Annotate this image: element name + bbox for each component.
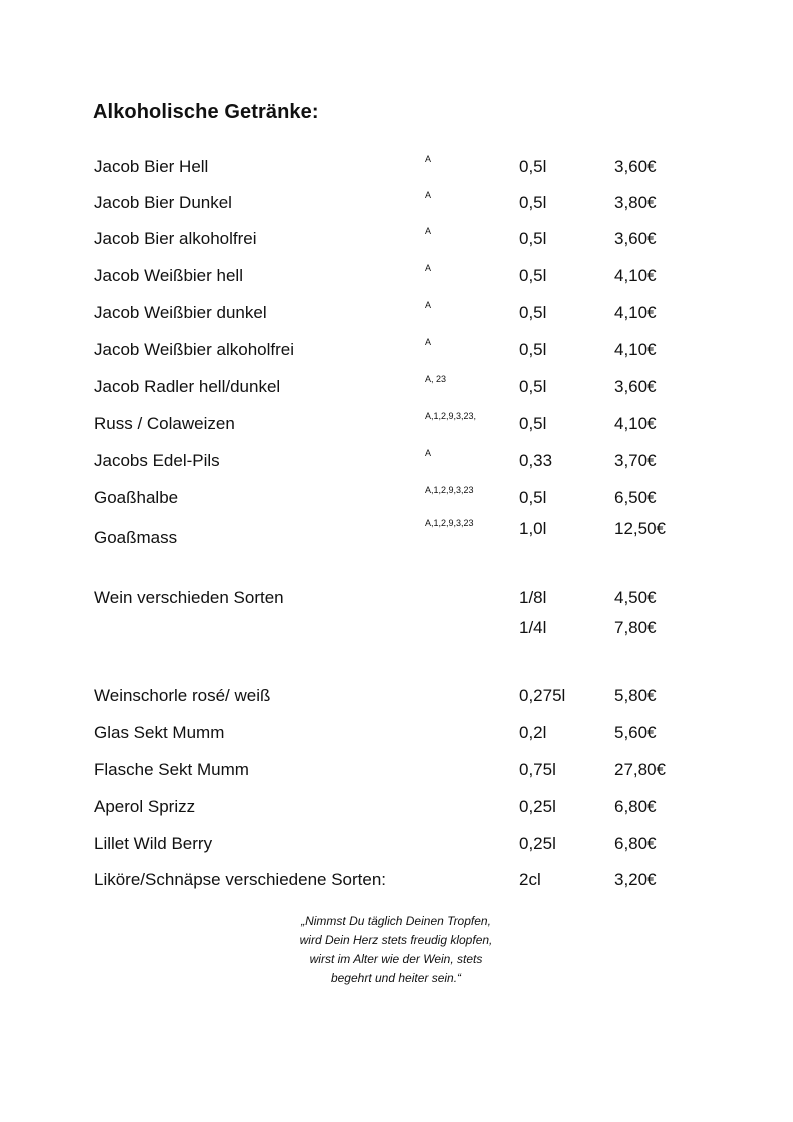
item-name: Jacob Weißbier alkoholfrei	[94, 340, 294, 359]
item-name: Russ / Colaweizen	[94, 414, 235, 433]
menu-row	[0, 448, 793, 477]
menu-row	[0, 154, 793, 183]
item-price: 4,50€	[614, 588, 657, 607]
menu-row	[0, 870, 793, 896]
menu-row	[0, 485, 793, 514]
item-name: Jacob Weißbier hell	[94, 266, 243, 285]
item-quantity: 0,5l	[519, 377, 547, 396]
item-allergens: A	[425, 226, 432, 236]
item-allergens: A	[425, 190, 432, 200]
item-quantity: 0,25l	[519, 797, 556, 816]
item-allergens: A,1,2,9,3,23	[425, 485, 474, 495]
menu-row	[0, 226, 793, 255]
item-name: Jacob Bier alkoholfrei	[94, 229, 257, 248]
menu-row	[0, 588, 793, 614]
item-price: 4,10€	[614, 340, 657, 359]
item-name: Flasche Sekt Mumm	[94, 760, 249, 779]
item-price: 27,80€	[614, 760, 666, 779]
menu-row	[0, 686, 793, 712]
item-allergens: A	[425, 448, 432, 458]
menu-row	[0, 300, 793, 329]
item-quantity: 0,5l	[519, 266, 547, 285]
item-quantity: 0,5l	[519, 340, 547, 359]
item-quantity: 0,5l	[519, 488, 547, 507]
item-quantity: 0,5l	[519, 193, 547, 212]
item-name: Jacob Radler hell/dunkel	[94, 377, 281, 396]
item-price: 6,80€	[614, 834, 657, 853]
item-quantity: 0,75l	[519, 760, 556, 779]
menu-row	[0, 411, 793, 440]
item-price: 6,80€	[614, 797, 657, 816]
item-price: 3,60€	[614, 229, 657, 248]
item-quantity: 0,275l	[519, 686, 566, 705]
closing-quote	[246, 912, 546, 988]
item-name: Weinschorle rosé/ weiß	[94, 686, 271, 705]
item-name: Jacobs Edel-Pils	[94, 451, 220, 470]
item-price: 3,60€	[614, 377, 657, 396]
item-quantity: 2cl	[519, 870, 541, 889]
quote-line: wird Dein Herz stets freudig klopfen,	[299, 933, 493, 947]
menu-row	[0, 760, 793, 786]
item-price: 12,50€	[614, 519, 666, 538]
item-quantity: 0,33	[519, 451, 553, 470]
item-name: Jacob Bier Hell	[94, 157, 209, 176]
item-price: 6,50€	[614, 488, 657, 507]
menu-row	[0, 374, 793, 403]
item-price: 4,10€	[614, 303, 657, 322]
page-title: Alkoholische Getränke:	[93, 101, 319, 123]
item-price: 5,80€	[614, 686, 657, 705]
item-name: Jacob Bier Dunkel	[94, 193, 232, 212]
item-quantity: 0,2l	[519, 723, 547, 742]
item-allergens: A, 23	[425, 374, 447, 384]
menu-row	[0, 263, 793, 292]
item-allergens: A	[425, 154, 432, 164]
item-allergens: A	[425, 263, 432, 273]
item-name: Glas Sekt Mumm	[94, 723, 225, 742]
quote-line: „Nimmst Du täglich Deinen Tropfen,	[301, 914, 491, 928]
item-name: Goaßmass	[94, 528, 178, 547]
quote-line: wirst im Alter wie der Wein, stets	[309, 952, 483, 966]
item-quantity: 1,0l	[519, 519, 547, 538]
item-price: 3,20€	[614, 870, 657, 889]
item-allergens: A	[425, 300, 432, 310]
menu-row	[0, 797, 793, 823]
item-price: 4,10€	[614, 266, 657, 285]
item-quantity: 0,5l	[519, 414, 547, 433]
item-quantity: 0,25l	[519, 834, 556, 853]
menu-row	[0, 834, 793, 860]
item-quantity: 0,5l	[519, 157, 547, 176]
item-allergens: A	[425, 337, 432, 347]
item-price: 3,80€	[614, 193, 657, 212]
menu-row	[0, 190, 793, 219]
item-quantity: 1/4l	[519, 618, 547, 637]
item-name: Liköre/Schnäpse verschiedene Sorten:	[94, 870, 387, 889]
item-quantity: 0,5l	[519, 229, 547, 248]
menu-row	[0, 723, 793, 749]
item-quantity: 0,5l	[519, 303, 547, 322]
menu-row	[0, 618, 793, 644]
quote-line: begehrt und heiter sein.“	[330, 971, 462, 985]
item-name: Jacob Weißbier dunkel	[94, 303, 267, 322]
item-price: 3,70€	[614, 451, 657, 470]
item-name: Goaßhalbe	[94, 488, 179, 507]
item-price: 5,60€	[614, 723, 657, 742]
item-price: 4,10€	[614, 414, 657, 433]
menu-row	[0, 337, 793, 366]
item-price: 7,80€	[614, 618, 657, 637]
item-allergens: A,1,2,9,3,23,	[425, 411, 477, 421]
item-name: Aperol Sprizz	[94, 797, 196, 816]
item-name: Wein verschieden Sorten	[94, 588, 284, 607]
item-name: Lillet Wild Berry	[94, 834, 213, 853]
menu-row	[0, 519, 793, 545]
item-price: 3,60€	[614, 157, 657, 176]
item-quantity: 1/8l	[519, 588, 547, 607]
item-allergens: A,1,2,9,3,23	[425, 518, 474, 528]
